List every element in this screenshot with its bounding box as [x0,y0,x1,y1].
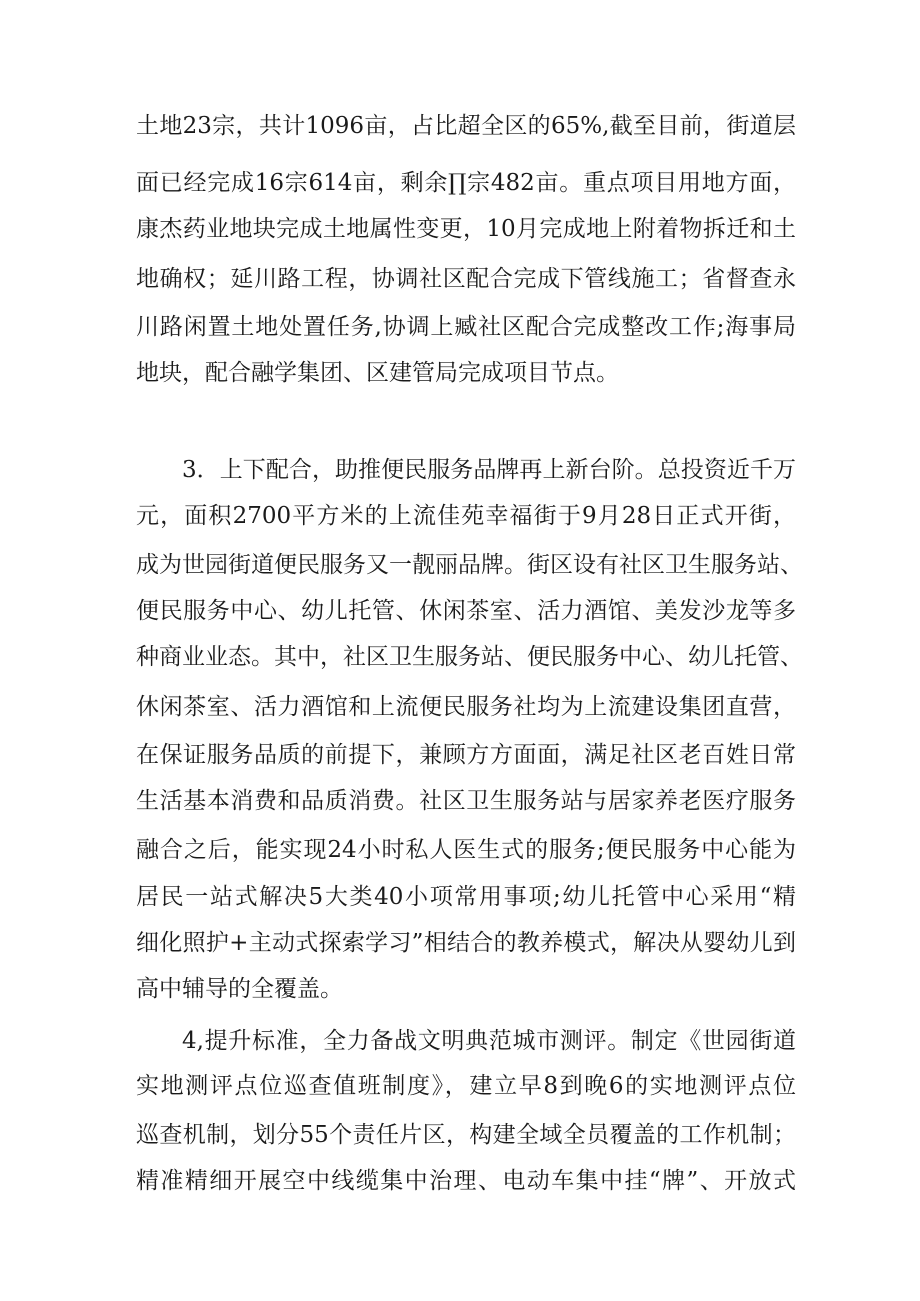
text-line: 融合之后，能实现24小时私人医生式的服务;便民服务中心能为 [136,837,796,863]
text-line: 元，面积2700平方米的上流佳苑幸福街于9月28日正式开街， [136,503,796,529]
text-line: 巡查机制，划分55个责任片区，构建全域全员覆盖的工作机制； [136,1122,796,1148]
text-line: 生活基本消费和品质消费。社区卫生服务站与居家养老医疗服务 [136,788,796,814]
text-line: 成为世园街道便民服务又一靓丽品牌。街区设有社区卫生服务站、 [136,552,803,578]
text-line: 面已经完成16宗614亩，剩余∏宗482亩。重点项目用地方面， [136,170,796,196]
text-line: 在保证服务品质的前提下，兼顾方方面面，满足社区老百姓日常 [136,742,796,768]
text-line: 土地23宗，共计1096亩，占比超全区的65%,截至目前，街道层 [136,113,796,139]
text-line: 康杰药业地块完成土地属性变更，10月完成地上附着物拆迁和土 [136,216,796,242]
paragraph-3-heading-line: 3．上下配合，助推便民服务品牌再上新台阶。总投资近千万 [182,457,796,483]
paragraph-4-heading-line: 4,提升标准，全力备战文明典范城市测评。制定《世园街道 [182,1028,796,1054]
text-line: 细化照护+主动式探索学习”相结合的教养模式，解决从婴幼儿到 [136,930,796,956]
text-line: 种商业业态。其中，社区卫生服务站、便民服务中心、幼儿托管、 [136,644,803,670]
text-line: 休闲茶室、活力酒馆和上流便民服务社均为上流建设集团直营， [136,694,796,720]
text-line: 地确权；延川路工程，协调社区配合完成下管线施工；省督查永 [136,266,796,292]
text-line: 精准精细开展空中线缆集中治理、电动车集中挂“牌”、开放式 [136,1168,796,1194]
text-line: 地块，配合融学集团、区建管局完成项目节点。 [136,360,619,386]
text-line: 川路闲置土地处置任务,协调上臧社区配合完成整改工作;海事局 [136,314,796,340]
text-line: 便民服务中心、幼儿托管、休闲茶室、活力酒馆、美发沙龙等多 [136,598,796,624]
text-line: 实地测评点位巡查值班制度》，建立早8到晚6的实地测评点位 [136,1073,796,1099]
text-line: 高中辅导的全覆盖。 [136,976,343,1002]
text-line: 居民一站式解决5大类40小项常用事项;幼儿托管中心采用“精 [136,884,796,910]
